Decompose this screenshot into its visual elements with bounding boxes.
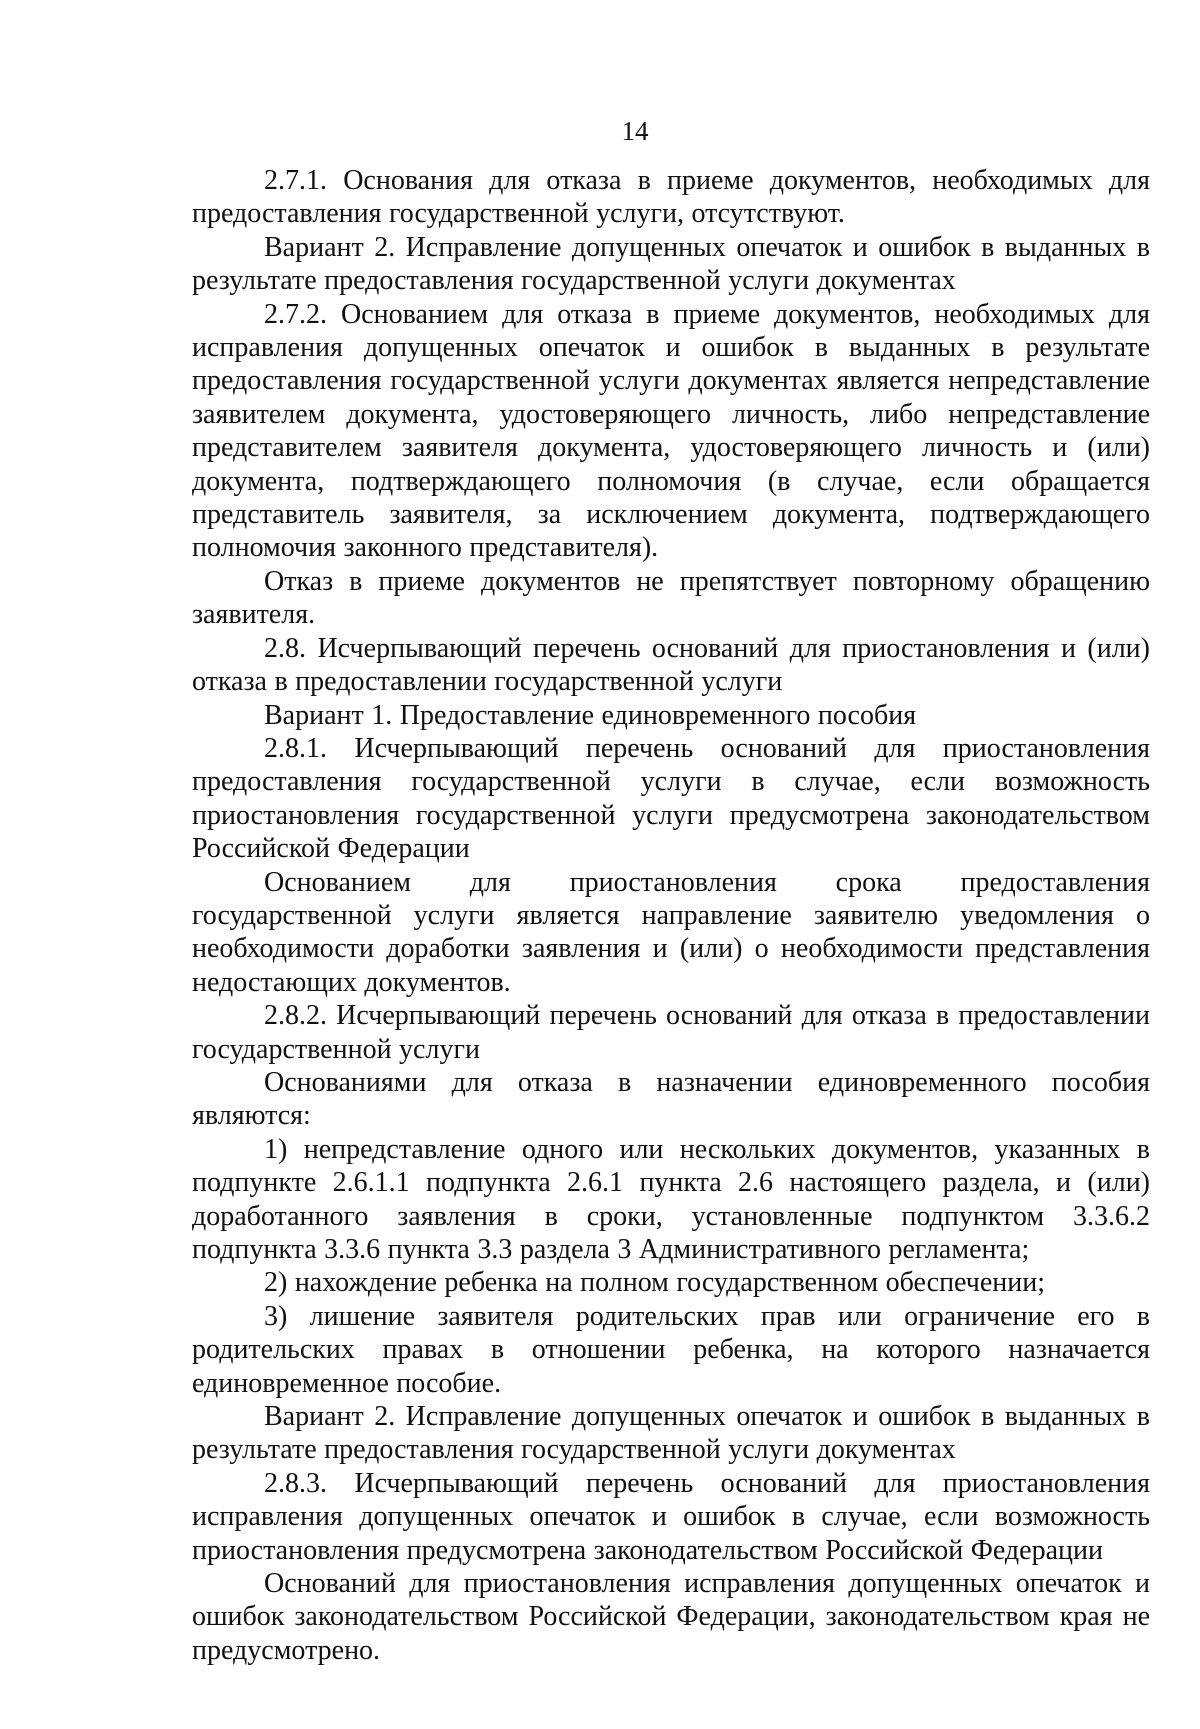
paragraph-variant-2-heading-second: Вариант 2. Исправление допущенных опечаток и ошибок в выданных в результате предоставления государственной услуги документах [192,1401,1150,1466]
list-item-3: 3) лишение заявителя родительских прав или ограничение его в родительских правах в отношении ребенка, на которого назначается единовременное пособие. [192,1300,1150,1399]
list-item-1: 1) непредставление одного или нескольких документов, указанных в подпункте 2.6.1.1 подпункта 2.6.1 пункта 2.6 настоящего раздела, и (или) доработанного заявления в сроки, установленные подпунктом 3.3.6.2 подпункта 3.3.6 пункта 3.3 раздела 3 Административного регламента; [192,1133,1150,1265]
paragraph-2-8-3: 2.8.3. Исчерпывающий перечень оснований для приостановления исправления допущенных опечаток и ошибок в случае, если возможность приостановления предусмотрена законодательством Российской Федерации [192,1467,1150,1566]
paragraph-2-8-1: 2.8.1. Исчерпывающий перечень оснований для приостановления предоставления государственной услуги в случае, если возможность приостановления государственной услуги предусмотрена законодательством Российской Федерации [192,732,1150,865]
paragraph-2-7-2: 2.7.2. Основанием для отказа в приеме документов, необходимых для исправления допущенных опечаток и ошибок в выданных в результате предоставления государственной услуги документах является непредставление заявителем документа, удостоверяющего личность, либо непредставление представителем заявителя документа, удостоверяющего личность и (или) документа, подтверждающего полномочия (в случае, если обращается представитель заявителя, за исключением документа, подтверждающего полномочия законного представителя). [192,298,1150,564]
paragraph-2-8-heading: 2.8. Исчерпывающий перечень оснований для приостановления и (или) отказа в предоставлении государственной услуги [192,632,1150,698]
paragraph-2-7-1: 2.7.1. Основания для отказа в приеме документов, необходимых для предоставления государственной услуги, отсутствуют. [192,165,1150,230]
document-body [192,164,1150,1667]
list-item-2: 2) нахождение ребенка на полном государственном обеспечении; [264,1267,1046,1299]
paragraph-suspension-basis: Основанием для приостановления срока предоставления государственной услуги является направление заявителю уведомления о необходимости доработки заявления и (или) о необходимости представления недостающих документов. [192,866,1150,998]
paragraph-variant-2-heading: Вариант 2. Исправление допущенных опечаток и ошибок в выданных в результате предоставления государственной услуги документах [192,231,1150,297]
paragraph-refusal-grounds-intro: Основаниями для отказа в назначении единовременного пособия являются: [192,1066,1150,1132]
paragraph-refusal-note: Отказ в приеме документов не препятствует повторному обращению заявителя. [192,565,1150,631]
page-number: 14 [621,116,649,146]
paragraph-variant-1-heading: Вариант 1. Предоставление единовременного пособия [264,699,917,731]
paragraph-2-8-2: 2.8.2. Исчерпывающий перечень оснований для отказа в предоставлении государственной услуги [192,1000,1150,1065]
paragraph-no-suspension-grounds: Оснований для приостановления исправления допущенных опечаток и ошибок законодательством Российской Федерации, законодательством края не предусмотрено. [192,1568,1150,1666]
